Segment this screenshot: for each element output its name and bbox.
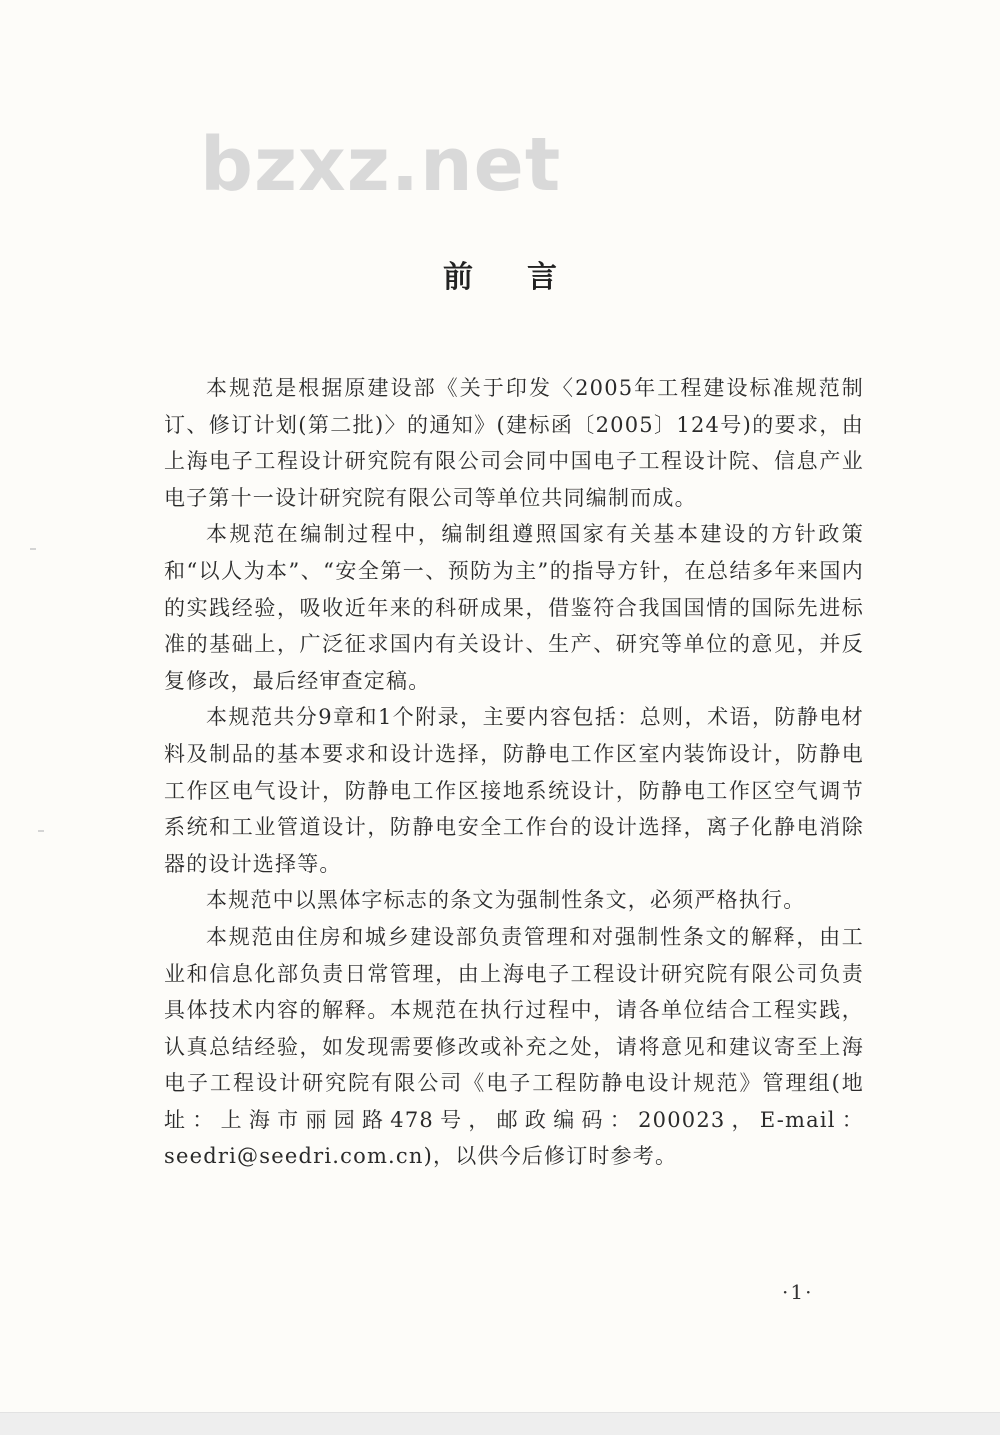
- paragraph-1: 本规范是根据原建设部《关于印发〈2005年工程建设标准规范制订、修订计划(第二批)〉的通知》(建标函〔2005〕124号)的要求，由上海电子工程设计研究院有限公司会同中国电子工程设计院、信息产业电子第十一设计研究院有限公司等单位共同编制而成。: [164, 376, 864, 510]
- preface-body: [164, 370, 864, 1175]
- scan-speck: [30, 548, 36, 550]
- page-title: 前言: [443, 260, 611, 295]
- watermark-text: bzxz.net: [200, 122, 562, 208]
- paragraph-2: 本规范在编制过程中，编制组遵照国家有关基本建设的方针政策和“以人为本”、“安全第一、预防为主”的指导方针，在总结多年来国内的实践经验，吸收近年来的科研成果，借鉴符合我国国情的国际先进标准的基础上，广泛征求国内有关设计、生产、研究等单位的意见，并反复修改，最后经审查定稿。: [164, 522, 864, 693]
- scan-speck: [38, 830, 44, 832]
- paragraph-3: 本规范共分9章和1个附录，主要内容包括：总则，术语，防静电材料及制品的基本要求和设计选择，防静电工作区室内装饰设计，防静电工作区电气设计，防静电工作区接地系统设计，防静电工作区空气调节系统和工业管道设计，防静电安全工作台的设计选择，离子化静电消除器的设计选择等。: [164, 705, 864, 876]
- page-number: ·1·: [782, 1280, 814, 1304]
- paragraph-5: 本规范由住房和城乡建设部负责管理和对强制性条文的解释，由工业和信息化部负责日常管理，由上海电子工程设计研究院有限公司负责具体技术内容的解释。本规范在执行过程中，请各单位结合工程实践，认真总结经验，如发现需要修改或补充之处，请将意见和建议寄至上海电子工程设计研究院有限公司《电子工程防静电设计规范》管理组(地址：上海市丽园路478号，邮政编码：200023，E-mail：seedri@seedri.com.cn)，以供今后修订时参考。: [164, 924, 864, 1169]
- paragraph-4: 本规范中以黑体字标志的条文为强制性条文，必须严格执行。: [206, 888, 806, 913]
- viewer-bottom-strip: [0, 1412, 1000, 1435]
